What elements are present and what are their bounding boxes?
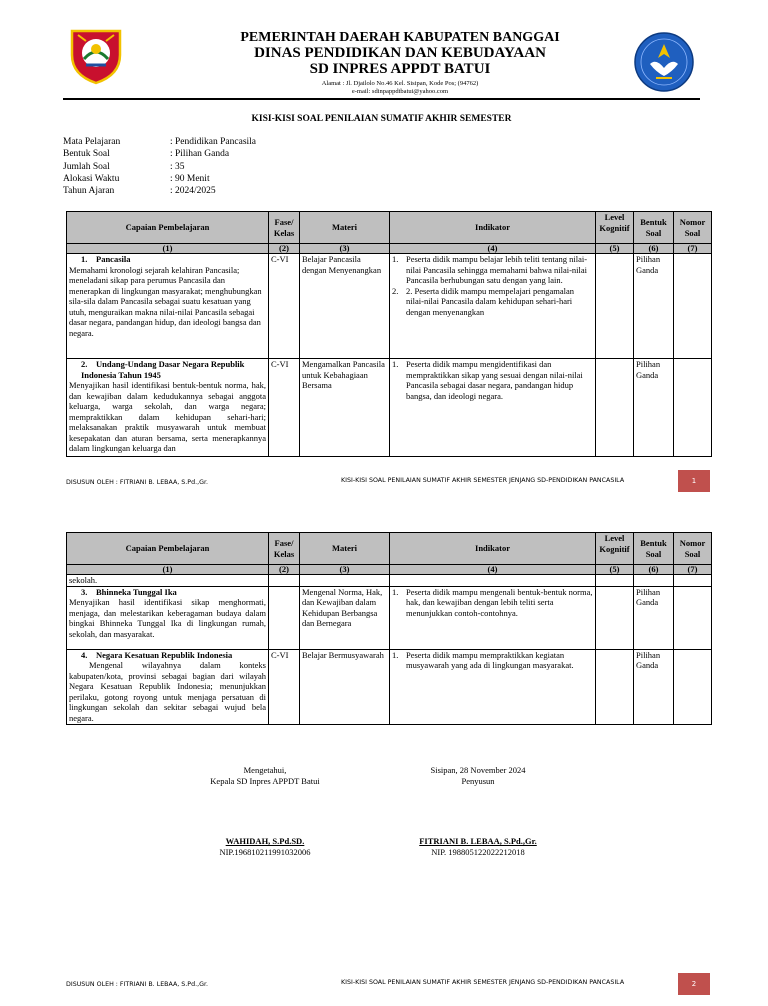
cp-description: Mengenal wilayahnya dalam konteks kabupaten/kota, provinsi sebagai bagian dari wilayah Negara Kesatuan Republik Indonesia; menunjukkan perilaku, gotong royong untuk menjaga persatuan di lingkungan sekolah dan sekitar sebagai wujud bela negara.	[69, 660, 266, 723]
col-nomor-line2: Soal	[684, 548, 701, 559]
col-fase-line2: Kelas	[273, 548, 295, 559]
meta-value: : Pilihan Ganda	[170, 149, 230, 160]
column-number: (1)	[67, 565, 269, 575]
col-fase	[269, 533, 300, 565]
materi-cell: Mengamalkan Pancasila untuk Kebahagiaan Bersama	[300, 359, 390, 457]
sig-nip: NIP. 198805122022212018	[431, 847, 525, 857]
indikator-text: Peserta didik mampu mengenali bentuk-bentuk norma, hak, dan kewajiban dengan lebih teliti serta menunjukkan contoh-contohnya.	[406, 586, 593, 618]
col-bentuk	[634, 212, 674, 244]
kisi-kisi-table-page1	[66, 211, 712, 457]
signature-block-author	[393, 765, 563, 787]
footer-title: KISI-KISI SOAL PENILAIAN SUMATIF AKHIR SEMESTER JENJANG SD-PENDIDIKAN PANCASILA	[341, 477, 625, 484]
col-level-line1: Level	[604, 533, 625, 543]
cp-title-text: Undang-Undang Dasar Negara Republik Indonesia Tahun 1945	[81, 359, 245, 380]
cp-number: 1.	[81, 254, 88, 264]
column-number: (2)	[269, 244, 300, 254]
column-number: (1)	[67, 244, 269, 254]
table-row	[67, 254, 712, 359]
level-cell	[596, 649, 634, 724]
col-indikator: Indikator	[390, 533, 596, 565]
indikator-item	[392, 650, 593, 671]
meta-row	[63, 161, 256, 173]
nomor-cell	[674, 586, 712, 649]
email-line: e-mail: sdinpappdtbatui@yahoo.com	[351, 88, 449, 95]
table-row	[67, 359, 712, 457]
sig-nip: NIP.196810211991032006	[219, 847, 311, 857]
cp-title	[69, 650, 266, 661]
level-cell	[596, 359, 634, 457]
level-cell	[596, 254, 634, 359]
meta-value: : 90 Menit	[170, 173, 210, 184]
col-nomor-line2: Soal	[684, 227, 701, 238]
table-header-row	[67, 533, 712, 565]
col-nomor-line1: Nomor	[679, 217, 706, 227]
cp-title-text: Negara Kesatuan Republik Indonesia	[96, 649, 233, 660]
meta-key: Tahun Ajaran	[63, 186, 115, 197]
column-number: (6)	[634, 565, 674, 575]
cp-cell	[67, 586, 269, 649]
header-rule	[63, 98, 700, 100]
level-cell	[596, 575, 634, 587]
meta-key: Bentuk Soal	[63, 149, 110, 160]
column-number: (2)	[269, 565, 300, 575]
sig-name: FITRIANI B. LEBAA, S.Pd.,Gr.	[419, 836, 537, 846]
nomor-cell	[674, 254, 712, 359]
column-number: (6)	[634, 244, 674, 254]
signature-name-principal	[180, 836, 350, 858]
meta-value: : 35	[170, 161, 185, 172]
indikator-number: 1.	[392, 586, 399, 597]
col-nomor-line1: Nomor	[679, 538, 706, 548]
col-level	[596, 533, 634, 565]
col-level	[596, 212, 634, 244]
materi-cell: Belajar Bermusyawarah	[300, 649, 390, 724]
cp-description: Memahami kronologi sejarah kelahiran Pancasila; meneladani sikap para perumus Pancasila dan menerapkan di lingkungan masyarakat; menghubungkan sila-sila dalam Pancasila sebagai suatu kesatuan yang utuh, menguraikan makna nilai-nilai Pancasila sebagai dasar negara, pandangan hidup, dan ideologi bangsa dan negara.	[69, 264, 262, 338]
level-cell	[596, 586, 634, 649]
column-number-row	[67, 565, 712, 575]
indikator-cell	[390, 359, 596, 457]
document-title: KISI-KISI SOAL PENILAIAN SUMATIF AKHIR SEMESTER	[251, 114, 512, 124]
table-row	[67, 649, 712, 724]
cp-title-text: Bhinneka Tunggal Ika	[96, 586, 177, 597]
cp-continuation: sekolah.	[67, 575, 269, 587]
indikator-text: Peserta didik mampu mengidentifikasi dan mempraktikkan sikap yang sesuai dengan nilai-nilai Pancasila sebagai dasar negara, pandangan hidup bangsa, dan ideologi negara.	[406, 359, 583, 401]
cp-cell	[67, 254, 269, 359]
bentuk-cell: Pilihan Ganda	[634, 649, 674, 724]
cp-description: Menyajikan hasil identifikasi sikap menghormati, menjaga, dan melestarikan keberagaman budaya dalam bingkai Bhinneka Tunggal Ika di lingkungan rumah, sekolah, dan masyarakat.	[69, 597, 266, 639]
footer-title: KISI-KISI SOAL PENILAIAN SUMATIF AKHIR SEMESTER JENJANG SD-PENDIDIKAN PANCASILA	[341, 979, 625, 986]
col-nomor	[674, 212, 712, 244]
column-number: (7)	[674, 244, 712, 254]
col-fase	[269, 212, 300, 244]
column-number: (5)	[596, 565, 634, 575]
col-bentuk	[634, 533, 674, 565]
meta-value: : Pendidikan Pancasila	[170, 137, 257, 147]
address-line: Alamat : Jl. Djailolo No.46 Kel. Sisipan, Kode Pos; (94762)	[321, 80, 479, 87]
sig-place-date: Sisipan, 28 November 2024	[430, 765, 526, 775]
header-department: DINAS PENDIDIKAN DAN KEBUDAYAAN	[254, 45, 546, 61]
indikator-cell	[390, 586, 596, 649]
indikator-item	[392, 254, 593, 286]
col-bentuk-line2: Soal	[645, 227, 662, 238]
sig-name: WAHIDAH, S.Pd.SD.	[225, 836, 305, 846]
bentuk-cell: Pilihan Ganda	[634, 586, 674, 649]
meta-info	[63, 136, 256, 197]
fase-cell	[269, 575, 300, 587]
page-number-badge: 1	[678, 470, 710, 492]
cp-title	[69, 254, 266, 265]
indikator-number: 1.	[392, 254, 399, 264]
indikator-number: 2.	[392, 285, 399, 296]
meta-row	[63, 173, 256, 185]
header-school: SD INPRES APPDT BATUI	[309, 61, 491, 77]
fase-cell	[269, 586, 300, 649]
sig-role: Kepala SD Inpres APPDT Batui	[210, 776, 320, 786]
meta-key: Alokasi Waktu	[63, 173, 120, 184]
col-level-line1: Level	[604, 212, 625, 222]
tut-wuri-handayani-logo	[634, 32, 694, 92]
col-materi: Materi	[300, 212, 390, 244]
column-number-row	[67, 244, 712, 254]
fase-cell: C-VI	[269, 649, 300, 724]
col-materi: Materi	[300, 533, 390, 565]
indikator-item	[392, 359, 593, 401]
bentuk-cell	[634, 575, 674, 587]
fase-cell: C-VI	[269, 254, 300, 359]
materi-cell: Mengenal Norma, Hak, dan Kewajiban dalam Kehidupan Berbangsa dan Bernegara	[300, 586, 390, 649]
cp-description: Menyajikan hasil identifikasi bentuk-bentuk norma, hak, dan kewajiban dalam kedudukannya sebagai anggota keluarga, warga sekolah, dan warga negara; mempraktikkan dalam kehidupan sehari-hari; melaksanakan praktik musyawarah untuk membuat kesepakatan dan aturan bersama, serta menerapkannya dalam lingkungan keluarga dan	[69, 380, 266, 453]
materi-cell	[300, 575, 390, 587]
column-number: (7)	[674, 565, 712, 575]
col-level-line2: Kognitif	[599, 222, 630, 233]
kisi-kisi-table-page2	[66, 532, 712, 725]
column-number: (4)	[390, 565, 596, 575]
col-fase-line1: Fase/	[274, 538, 294, 548]
banggai-regency-emblem	[68, 25, 124, 85]
indikator-cell	[390, 649, 596, 724]
meta-row	[63, 185, 256, 197]
meta-key: Jumlah Soal	[63, 161, 110, 172]
header-address	[180, 80, 620, 96]
indikator-text: Peserta didik mampu mempraktikkan kegiatan musyawarah yang ada di lingkungan masyarakat.	[406, 649, 574, 670]
footer-author: DISUSUN OLEH : FITRIANI B. LEBAA, S.Pd.,Gr.	[66, 479, 208, 486]
col-nomor	[674, 533, 712, 565]
col-capaian: Capaian Pembelajaran	[67, 533, 269, 565]
column-number: (5)	[596, 244, 634, 254]
signature-block-principal	[180, 765, 350, 787]
col-bentuk-line2: Soal	[645, 548, 662, 559]
cp-title	[69, 359, 266, 380]
meta-row	[63, 136, 256, 148]
cp-cell	[67, 649, 269, 724]
cp-number: 4.	[81, 649, 88, 660]
meta-row	[63, 148, 256, 160]
header-government: PEMERINTAH DAERAH KABUPATEN BANGGAI	[240, 30, 560, 45]
indikator-cell	[390, 254, 596, 359]
col-fase-line1: Fase/	[274, 217, 294, 227]
sig-role: Penyusun	[461, 776, 495, 786]
indikator-item	[392, 286, 593, 318]
indikator-text: 2. Peserta didik mampu mempelajari pengamalan nilai-nilai Pancasila dalam kehidupan sehari-hari dengan menyenangkan	[406, 285, 575, 317]
footer-author: DISUSUN OLEH : FITRIANI B. LEBAA, S.Pd.,Gr.	[66, 981, 208, 988]
indikator-item	[392, 587, 593, 619]
meta-key: Mata Pelajaran	[63, 137, 121, 147]
continuation-row	[67, 575, 712, 587]
fase-cell: C-VI	[269, 359, 300, 457]
sig-acknowledged: Mengetahui,	[243, 765, 287, 775]
nomor-cell	[674, 575, 712, 587]
col-bentuk-line1: Bentuk	[640, 217, 667, 227]
cp-title	[69, 587, 266, 598]
materi-cell: Belajar Pancasila dengan Menyenangkan	[300, 254, 390, 359]
col-bentuk-line1: Bentuk	[640, 538, 667, 548]
bentuk-cell: Pilihan Ganda	[634, 254, 674, 359]
indikator-text: Peserta didik mampu belajar lebih teliti tentang nilai-nilai Pancasila sehingga memahami bahwa nilai-nilai Pancasila berhubungan satu dengan yang lain.	[406, 254, 588, 285]
page-number-badge: 2	[678, 973, 710, 995]
bentuk-cell: Pilihan Ganda	[634, 359, 674, 457]
indikator-cell	[390, 575, 596, 587]
meta-value: : 2024/2025	[170, 186, 216, 197]
col-level-line2: Kognitif	[599, 543, 630, 554]
col-capaian: Capaian Pembelajaran	[67, 212, 269, 244]
cp-number: 2.	[81, 359, 88, 369]
cp-number: 3.	[81, 586, 88, 597]
nomor-cell	[674, 649, 712, 724]
signature-name-author	[393, 836, 563, 858]
column-number: (4)	[390, 244, 596, 254]
column-number: (3)	[300, 565, 390, 575]
nomor-cell	[674, 359, 712, 457]
table-row	[67, 586, 712, 649]
column-number: (3)	[300, 244, 390, 254]
cp-cell	[67, 359, 269, 457]
cp-title-text: Pancasila	[96, 254, 131, 264]
col-indikator: Indikator	[390, 212, 596, 244]
indikator-number: 1.	[392, 359, 399, 369]
col-fase-line2: Kelas	[273, 227, 295, 238]
indikator-number: 1.	[392, 649, 399, 660]
table-header-row	[67, 212, 712, 244]
